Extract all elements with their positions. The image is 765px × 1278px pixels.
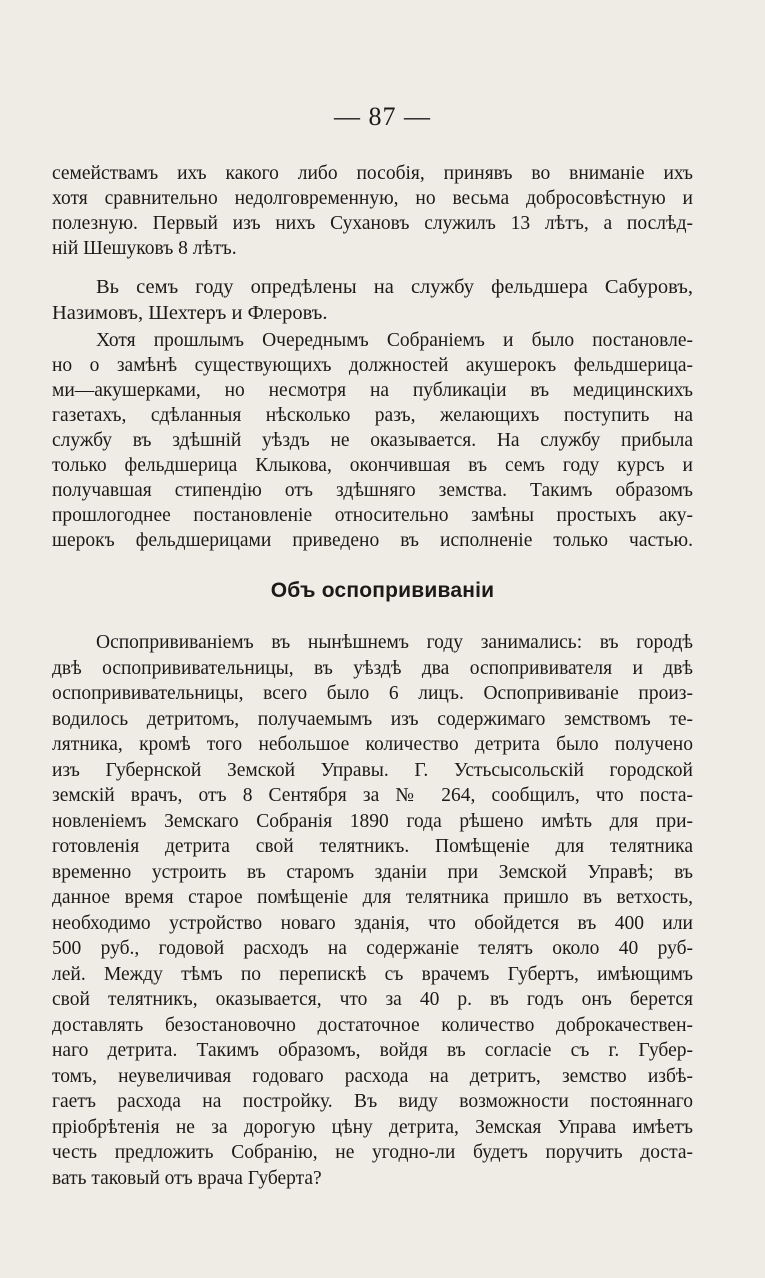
text-line: свой телятникъ, оказывается, что за 40 р. въ годъ онъ берется [52,989,693,1010]
text-line: полезную. Первый изъ нихъ Сухановъ служилъ 13 лѣтъ, а послѣд- [52,213,693,234]
text-line: водилось детритомъ, получаемымъ изъ содержимаго земствомъ те- [52,708,693,730]
page-number: — 87 — [334,102,431,131]
paragraph-pensions [52,161,693,261]
paragraph-feldshers [52,274,693,326]
text-line: службу въ здѣшній уѣздъ не оказывается. На службу прибыла [52,430,693,451]
text-line: но о замѣнѣ существующихъ должностей акушерокъ фельдшерица- [52,355,693,376]
text-line: двѣ оспопрививательницы, въ уѣздѣ два оспопрививателя и двѣ [52,657,693,679]
text-line: ми—акушерками, но несмотря на публикаціи въ медицинскихъ [52,380,693,401]
text-line: семействамъ ихъ какого либо пособія, принявъ во вниманіе ихъ [52,163,693,184]
text-line: необходимо устройство новаго зданія, что обойдется въ 400 или [52,912,693,934]
text-line: Оспопрививаніемъ въ нынѣшнемъ году занимались: въ городѣ [96,632,693,653]
text-line: пріобрѣтенія не за дорогую цѣну детрита, Земская Управа имѣетъ [52,1116,693,1138]
text-line: ній Шешуковъ 8 лѣтъ. [52,238,237,259]
text-line: хотя сравнительно недолговременную, но весьма добросовѣстную и [52,188,693,209]
text-line: получавшая стипендію отъ здѣшняго земства. Такимъ образомъ [52,480,693,501]
text-line: томъ, неувеличивая годоваго расхода на детритъ, земство избѣ- [52,1065,693,1087]
text-line: земскій врачъ, отъ 8 Сентября за № 264, сообщилъ, что поста- [52,785,693,806]
text-line: Хотя прошлымъ Очереднымъ Собраніемъ и было постановле- [96,330,693,351]
text-line: готовленія детрита свой телятникъ. Помѣщеніе для телятника [52,836,693,857]
text-line: шерокъ фельдшерицами приведено въ исполненіе только частью. [52,530,693,551]
text-line: доставлять безостановочно достаточное количество доброкачествен- [52,1014,693,1036]
text-line: Назимовъ, Шехтеръ и Флеровъ. [52,302,328,324]
text-line: временно устроить въ старомъ зданіи при Земской Управѣ; въ [52,861,693,883]
text-line: гаетъ расхода на постройку. Въ виду возможности постояннаго [52,1091,693,1112]
text-line: Вь семъ году опредѣлены на службу фельдшера Сабуровъ, [96,276,693,298]
text-line: лей. Между тѣмъ по перепискѣ съ врачемъ Губертъ, имѣющимъ [52,963,693,985]
text-line: газетахъ, сдѣланныя нѣсколько разъ, желающихъ поступить на [52,405,693,426]
text-line: честь предложить Собранію, не угодно-ли будетъ поручить доста- [52,1142,693,1163]
paragraph-midwives [52,328,693,553]
text-line: изъ Губернской Земской Управы. Г. Устьсысольскій городской [52,759,693,781]
text-line: наго детрита. Такимъ образомъ, войдя въ согласіе съ г. Губер- [52,1040,693,1061]
text-line: 500 руб., годовой расходъ на содержаніе телятъ около 40 руб- [52,938,693,959]
text-line: данное время старое помѣщеніе для телятника пришло въ ветхость, [52,887,693,908]
text-line: вать таковый отъ врача Губерта? [52,1167,322,1189]
text-line: прошлогоднее постановленіе относительно замѣны простыхъ аку- [52,505,693,526]
text-line: оспопрививательницы, всего было 6 лицъ. Оспопрививаніе произ- [52,683,693,704]
paragraph-vaccination [52,630,693,1191]
text-line: новленіемъ Земскаго Собранія 1890 года рѣшено имѣть для при- [52,810,693,832]
section-heading: Объ оспопрививаніи [270,579,495,602]
text-line: только фельдшерица Клыкова, окончившая въ семъ году курсъ и [52,455,693,476]
text-line: лятника, кромѣ того небольшое количество детрита было получено [52,734,693,755]
